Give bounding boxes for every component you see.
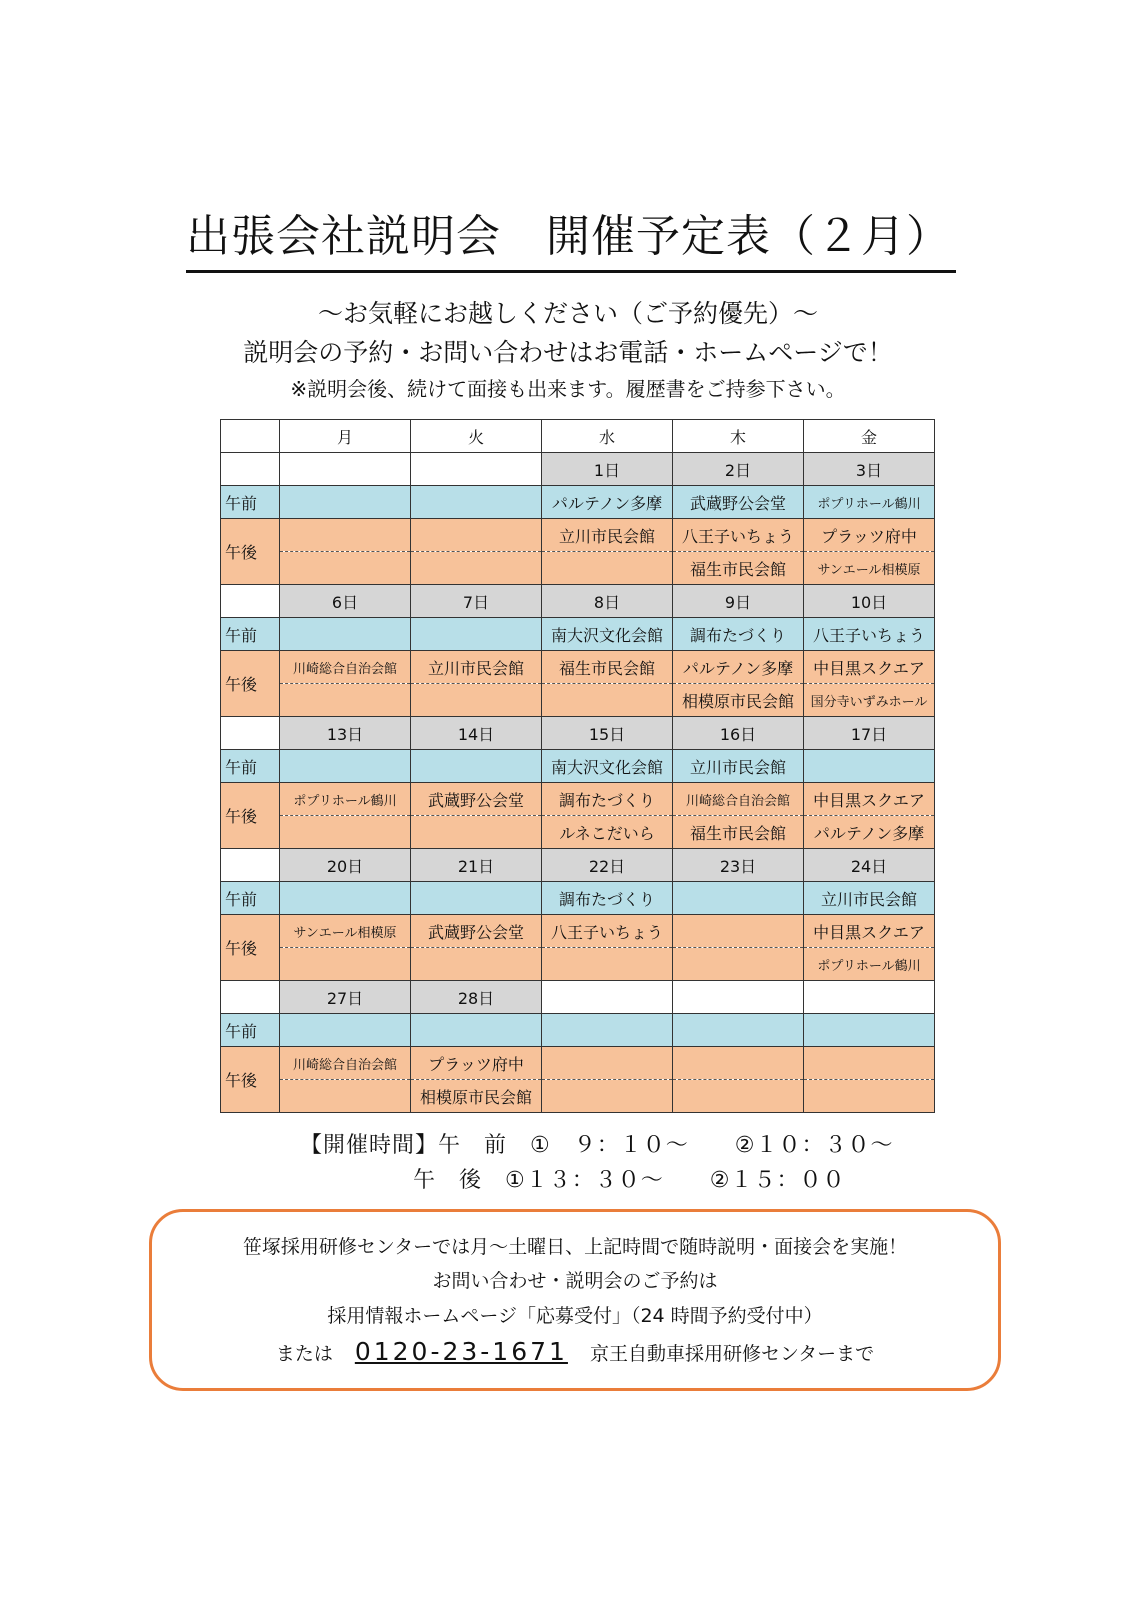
pm-venue xyxy=(280,816,411,849)
pm-venue: 福生市民会館 xyxy=(673,816,804,849)
pm-venue xyxy=(411,552,542,585)
date-cell xyxy=(280,453,411,486)
pm-venue xyxy=(280,684,411,717)
am-venue xyxy=(411,618,542,651)
am-label: 午前 xyxy=(221,618,280,651)
pm-venue xyxy=(280,519,411,552)
hours-label: 【開催時間】 xyxy=(300,1133,439,1158)
pm-venue: 福生市民会館 xyxy=(673,552,804,585)
date-cell: 6日 xyxy=(280,585,411,618)
date-cell xyxy=(542,981,673,1014)
pm-venue: 相模原市民会館 xyxy=(411,1080,542,1113)
day-header: 金 xyxy=(804,420,935,453)
date-row-label xyxy=(221,585,280,618)
pm-venue xyxy=(542,684,673,717)
am-venue xyxy=(411,750,542,783)
pm-row-2 xyxy=(221,684,935,717)
date-cell xyxy=(804,981,935,1014)
hours-pm-text: 午 後 ①１３：３０～ ②１５：００ xyxy=(413,1168,846,1193)
pm-venue: サンエール相模原 xyxy=(804,552,935,585)
pm-venue: 中目黒スクエア xyxy=(804,915,935,948)
pm-label: 午後 xyxy=(221,1047,280,1113)
am-label: 午前 xyxy=(221,1014,280,1047)
pm-row xyxy=(221,783,935,816)
pm-venue xyxy=(411,684,542,717)
pm-venue xyxy=(542,552,673,585)
am-label: 午前 xyxy=(221,750,280,783)
pm-venue xyxy=(280,1080,411,1113)
am-venue xyxy=(280,618,411,651)
date-cell: 10日 xyxy=(804,585,935,618)
date-cell: 27日 xyxy=(280,981,411,1014)
am-venue xyxy=(280,750,411,783)
hours-pm xyxy=(300,1163,845,1194)
pm-venue xyxy=(411,816,542,849)
am-row xyxy=(221,750,935,783)
date-cell: 15日 xyxy=(542,717,673,750)
pm-venue: 武蔵野公会堂 xyxy=(411,915,542,948)
page-title: 出張会社説明会 開催予定表（２月） xyxy=(186,208,956,273)
date-cell: 24日 xyxy=(804,849,935,882)
date-cell: 2日 xyxy=(673,453,804,486)
pm-venue: 立川市民会館 xyxy=(542,519,673,552)
am-venue: 八王子いちょう xyxy=(804,618,935,651)
subtitle-invitation: ～お気軽にお越しください（ご予約優先）～ xyxy=(317,299,818,328)
pm-venue: 川崎総合自治会館 xyxy=(280,651,411,684)
pm-label: 午後 xyxy=(221,651,280,717)
pm-row xyxy=(221,519,935,552)
pm-venue xyxy=(673,1047,804,1080)
am-venue xyxy=(280,486,411,519)
am-label: 午前 xyxy=(221,486,280,519)
pm-venue: 八王子いちょう xyxy=(673,519,804,552)
pm-row xyxy=(221,651,935,684)
pm-venue: プラッツ府中 xyxy=(804,519,935,552)
am-venue xyxy=(280,882,411,915)
info-line-2: お問い合わせ・説明会のご予約は xyxy=(432,1270,718,1292)
date-row-label xyxy=(221,849,280,882)
date-row xyxy=(221,453,935,486)
pm-venue: 武蔵野公会堂 xyxy=(411,783,542,816)
hours-am-text: 午 前 ① ９：１０～ ②１０：３０～ xyxy=(438,1133,894,1158)
am-row xyxy=(221,618,935,651)
hours-am xyxy=(300,1128,893,1159)
am-venue: ポプリホール鶴川 xyxy=(804,486,935,519)
am-row xyxy=(221,486,935,519)
am-venue: 立川市民会館 xyxy=(804,882,935,915)
pm-row-2 xyxy=(221,948,935,981)
am-venue xyxy=(804,750,935,783)
am-venue xyxy=(411,486,542,519)
pm-venue xyxy=(804,1047,935,1080)
pm-venue: 福生市民会館 xyxy=(542,651,673,684)
pm-venue: プラッツ府中 xyxy=(411,1047,542,1080)
date-cell: 20日 xyxy=(280,849,411,882)
am-venue xyxy=(411,1014,542,1047)
pm-venue: 立川市民会館 xyxy=(411,651,542,684)
date-row xyxy=(221,585,935,618)
am-venue xyxy=(673,1014,804,1047)
corner-cell xyxy=(221,420,280,453)
pm-venue xyxy=(542,1047,673,1080)
pm-venue: ルネこだいら xyxy=(542,816,673,849)
pm-venue: パルテノン多摩 xyxy=(804,816,935,849)
am-venue: パルテノン多摩 xyxy=(542,486,673,519)
date-cell: 17日 xyxy=(804,717,935,750)
subtitle-note: ※説明会後、続けて面接も出来ます。履歴書をご持参下さい。 xyxy=(290,377,846,401)
date-cell: 16日 xyxy=(673,717,804,750)
info-or: または xyxy=(275,1343,333,1365)
date-cell: 23日 xyxy=(673,849,804,882)
pm-row-2 xyxy=(221,552,935,585)
schedule-table xyxy=(220,419,935,1113)
pm-venue: 八王子いちょう xyxy=(542,915,673,948)
date-row xyxy=(221,849,935,882)
day-header-row xyxy=(221,420,935,453)
info-center: 京王自動車採用研修センターまで xyxy=(589,1343,875,1365)
am-venue xyxy=(673,882,804,915)
date-row xyxy=(221,981,935,1014)
day-header: 水 xyxy=(542,420,673,453)
info-line-1: 笹塚採用研修センターでは月～土曜日、上記時間で随時説明・面接会を実施！ xyxy=(242,1236,908,1258)
phone-number[interactable]: 0120-23-1671 xyxy=(354,1337,568,1366)
date-cell: 28日 xyxy=(411,981,542,1014)
pm-venue xyxy=(411,948,542,981)
subtitle-contact: 説明会の予約・お問い合わせはお電話・ホームページで！ xyxy=(243,338,893,367)
date-cell xyxy=(411,453,542,486)
pm-venue: 中目黒スクエア xyxy=(804,651,935,684)
pm-row-2 xyxy=(221,1080,935,1113)
pm-venue xyxy=(542,948,673,981)
date-cell: 3日 xyxy=(804,453,935,486)
am-venue: 立川市民会館 xyxy=(673,750,804,783)
pm-label: 午後 xyxy=(221,915,280,981)
pm-venue xyxy=(673,915,804,948)
contact-info-box xyxy=(149,1209,1001,1391)
pm-label: 午後 xyxy=(221,519,280,585)
day-header: 木 xyxy=(673,420,804,453)
pm-venue: 川崎総合自治会館 xyxy=(673,783,804,816)
pm-venue: 調布たづくり xyxy=(542,783,673,816)
pm-venue xyxy=(280,948,411,981)
am-venue xyxy=(542,1014,673,1047)
pm-venue: パルテノン多摩 xyxy=(673,651,804,684)
am-venue xyxy=(280,1014,411,1047)
am-venue: 南大沢文化会館 xyxy=(542,750,673,783)
pm-venue: ポプリホール鶴川 xyxy=(280,783,411,816)
am-venue: 武蔵野公会堂 xyxy=(673,486,804,519)
day-header: 月 xyxy=(280,420,411,453)
am-row xyxy=(221,1014,935,1047)
am-venue: 南大沢文化会館 xyxy=(542,618,673,651)
am-label: 午前 xyxy=(221,882,280,915)
pm-venue xyxy=(673,1080,804,1113)
date-cell: 8日 xyxy=(542,585,673,618)
pm-venue: サンエール相模原 xyxy=(280,915,411,948)
date-cell: 13日 xyxy=(280,717,411,750)
date-cell xyxy=(673,981,804,1014)
day-header: 火 xyxy=(411,420,542,453)
pm-venue: 川崎総合自治会館 xyxy=(280,1047,411,1080)
pm-venue xyxy=(673,948,804,981)
date-cell: 22日 xyxy=(542,849,673,882)
date-cell: 7日 xyxy=(411,585,542,618)
date-row-label xyxy=(221,981,280,1014)
pm-venue: ポプリホール鶴川 xyxy=(804,948,935,981)
date-cell: 1日 xyxy=(542,453,673,486)
info-line-4 xyxy=(152,1337,998,1366)
date-row-label xyxy=(221,453,280,486)
date-row-label xyxy=(221,717,280,750)
pm-row-2 xyxy=(221,816,935,849)
pm-row xyxy=(221,915,935,948)
pm-venue: 相模原市民会館 xyxy=(673,684,804,717)
date-cell: 9日 xyxy=(673,585,804,618)
date-cell: 14日 xyxy=(411,717,542,750)
pm-label: 午後 xyxy=(221,783,280,849)
am-venue xyxy=(804,1014,935,1047)
pm-venue xyxy=(411,519,542,552)
pm-venue xyxy=(280,552,411,585)
am-row xyxy=(221,882,935,915)
date-row xyxy=(221,717,935,750)
am-venue xyxy=(411,882,542,915)
pm-venue: 中目黒スクエア xyxy=(804,783,935,816)
am-venue: 調布たづくり xyxy=(542,882,673,915)
pm-row xyxy=(221,1047,935,1080)
pm-venue xyxy=(804,1080,935,1113)
pm-venue: 国分寺いずみホール xyxy=(804,684,935,717)
am-venue: 調布たづくり xyxy=(673,618,804,651)
date-cell: 21日 xyxy=(411,849,542,882)
info-line-3: 採用情報ホームページ「応募受付」（24 時間予約受付中） xyxy=(327,1305,823,1327)
pm-venue xyxy=(542,1080,673,1113)
